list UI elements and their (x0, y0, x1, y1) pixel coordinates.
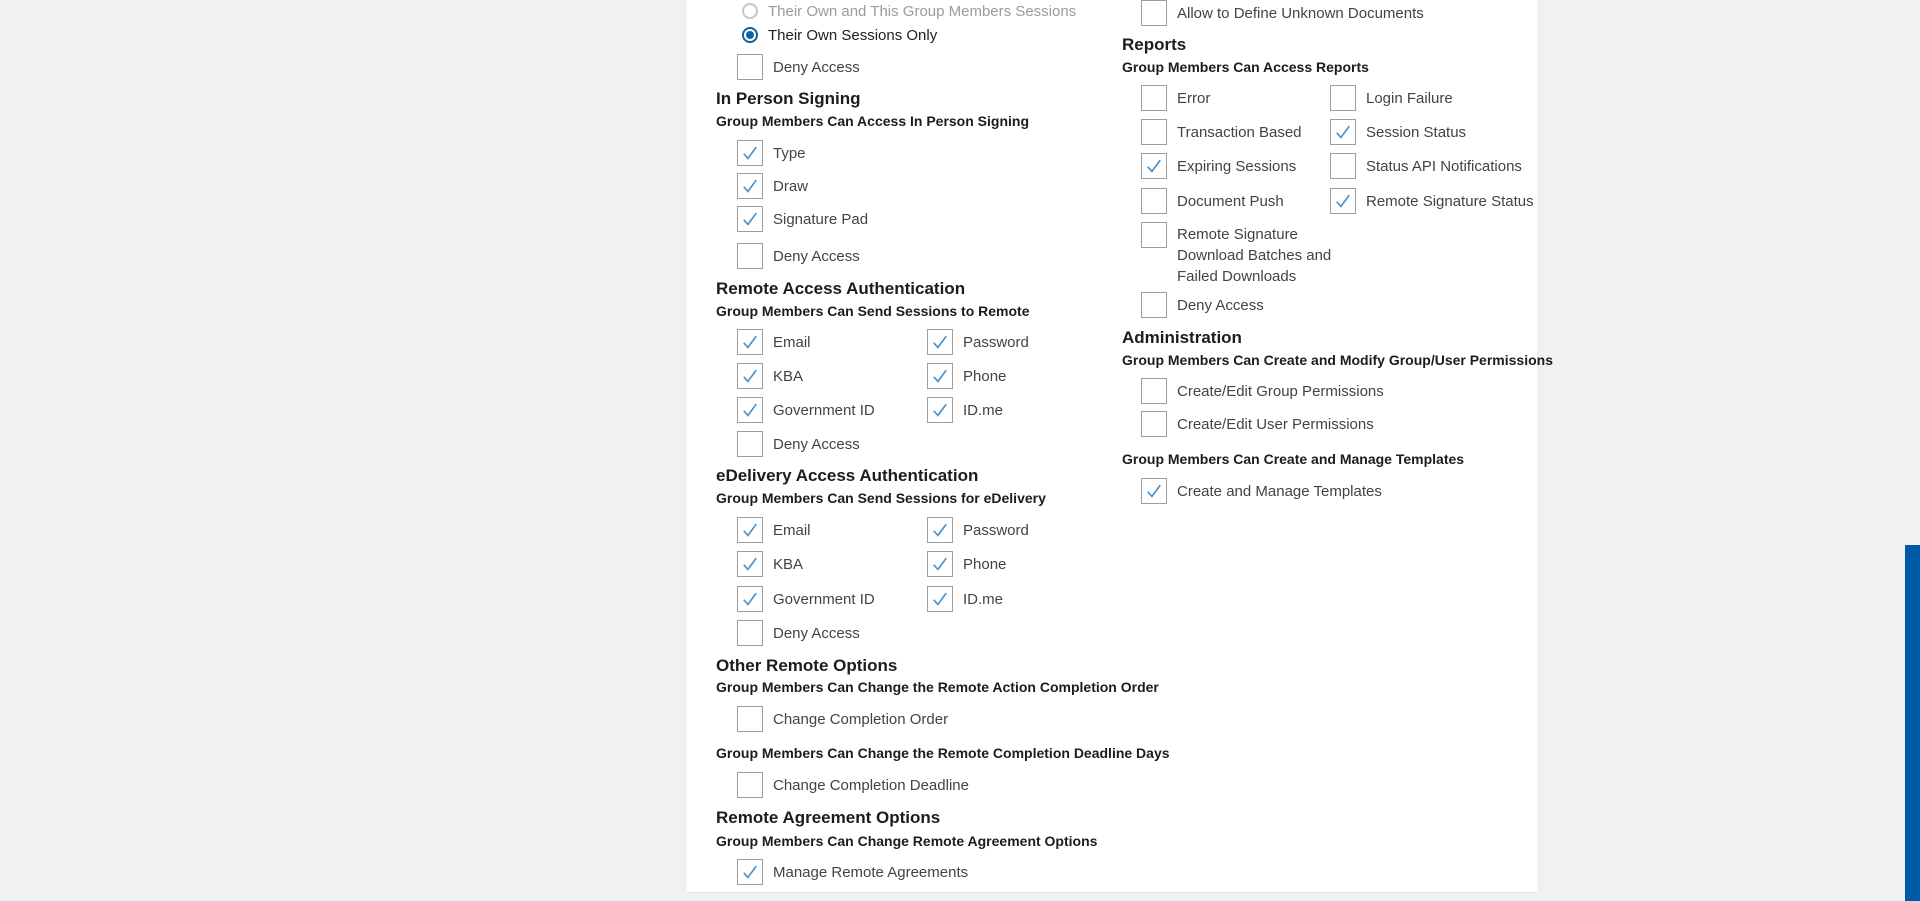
checkbox-label: Error (1177, 89, 1211, 107)
checkbox-edelivery-kba[interactable] (737, 551, 763, 577)
section-subtitle-templates: Group Members Can Create and Manage Templates (1122, 451, 1465, 467)
checkbox-label: Deny Access (773, 435, 860, 453)
section-title-remote-auth: Remote Access Authentication (716, 279, 966, 298)
checkbox-report-remote-signature-download[interactable] (1141, 222, 1167, 248)
checkbox-label: KBA (773, 367, 804, 385)
row-create-edit-group-permissions (1141, 378, 1384, 404)
checkbox-label: Expiring Sessions (1177, 157, 1297, 175)
checkbox-type[interactable] (737, 140, 763, 166)
section-subtitle-permissions: Group Members Can Create and Modify Group/User Permissions (1122, 352, 1553, 368)
checkbox-label: Draw (773, 177, 809, 195)
row-reports-deny (1141, 292, 1264, 318)
checkbox-report-session-status[interactable] (1330, 119, 1356, 145)
checkbox-report-status-api-notifications[interactable] (1330, 153, 1356, 179)
checkbox-label: Password (963, 333, 1029, 351)
permissions-panel (687, 0, 1553, 893)
checkbox-edelivery-phone[interactable] (927, 551, 953, 577)
checkbox-edelivery-government-id[interactable] (737, 586, 763, 612)
row-draw (737, 173, 808, 199)
checkbox-remote-password[interactable] (927, 329, 953, 355)
checkbox-remote-government-id[interactable] (737, 397, 763, 423)
row-edelivery-phone (927, 551, 1006, 577)
checkbox-reports-deny-access[interactable] (1141, 292, 1167, 318)
row-edelivery-government-id (737, 586, 875, 612)
section-subtitle-completion-deadline: Group Members Can Change the Remote Completion Deadline Days (716, 745, 1170, 761)
row-report-status-api (1330, 153, 1522, 179)
checkbox-label: Password (963, 521, 1029, 539)
section-subtitle-edelivery-auth: Group Members Can Send Sessions for eDelivery (716, 490, 1046, 506)
row-edelivery-password (927, 517, 1029, 543)
checkbox-label: Remote Signature Download Batches and Failed Downloads (1177, 226, 1332, 285)
checkbox-label: Manage Remote Agreements (773, 863, 969, 881)
section-title-reports: Reports (1122, 35, 1187, 54)
row-remote-kba (737, 363, 803, 389)
checkbox-label: Government ID (773, 590, 875, 608)
radio-label: Their Own and This Group Members Sessions (768, 2, 1077, 20)
checkbox-manage-remote-agreements[interactable] (737, 859, 763, 885)
row-remote-email (737, 329, 811, 355)
row-remote-idme (927, 397, 1003, 423)
checkbox-label: Change Completion Order (773, 710, 949, 728)
section-title-edelivery-auth: eDelivery Access Authentication (716, 466, 979, 485)
row-change-completion-order (737, 706, 948, 732)
checkbox-label: Email (773, 333, 811, 351)
row-signature-pad (737, 206, 868, 232)
checkbox-create-edit-group-permissions[interactable] (1141, 378, 1167, 404)
row-report-error (1141, 85, 1210, 111)
checkbox-label: Deny Access (773, 58, 860, 76)
checkbox-signature-pad[interactable] (737, 206, 763, 232)
row-remote-government-id (737, 397, 875, 423)
checkbox-label: Signature Pad (773, 210, 869, 228)
checkbox-report-document-push[interactable] (1141, 188, 1167, 214)
row-edelivery-idme (927, 586, 1003, 612)
section-title-remote-agreement: Remote Agreement Options (716, 808, 941, 827)
checkbox-allow-unknown-documents[interactable] (1141, 0, 1167, 26)
checkbox-label: Type (773, 144, 806, 162)
checkbox-label: Status API Notifications (1366, 157, 1522, 175)
checkbox-edelivery-idme[interactable] (927, 586, 953, 612)
checkbox-remote-phone[interactable] (927, 363, 953, 389)
checkbox-label: Session Status (1366, 123, 1467, 141)
checkbox-remote-kba[interactable] (737, 363, 763, 389)
checkbox-report-transaction-based[interactable] (1141, 119, 1167, 145)
checkbox-report-expiring-sessions[interactable] (1141, 153, 1167, 179)
checkbox-label: Phone (963, 555, 1007, 573)
checkbox-report-error[interactable] (1141, 85, 1167, 111)
row-report-expiring-sessions (1141, 153, 1296, 179)
row-manage-remote-agreements (737, 859, 968, 885)
checkbox-label: ID.me (963, 401, 1004, 419)
section-subtitle-remote-agreement: Group Members Can Change Remote Agreement Options (716, 833, 1098, 849)
radio-row-group-sessions (742, 2, 1076, 20)
radio-their-own-sessions-only[interactable] (742, 27, 758, 43)
row-allow-unknown-documents (1141, 0, 1424, 26)
section-subtitle-in-person-signing: Group Members Can Access In Person Signing (716, 113, 1029, 129)
checkbox-label: Create/Edit User Permissions (1177, 415, 1374, 433)
checkbox-report-remote-signature-status[interactable] (1330, 188, 1356, 214)
section-title-administration: Administration (1122, 328, 1242, 347)
checkbox-label: Phone (963, 367, 1007, 385)
checkbox-edelivery-email[interactable] (737, 517, 763, 543)
checkbox-create-and-manage-templates[interactable] (1141, 478, 1167, 504)
checkbox-label: Remote Signature Status (1366, 192, 1534, 210)
row-remote-password (927, 329, 1029, 355)
checkbox-label: Allow to Define Unknown Documents (1177, 4, 1424, 22)
checkbox-label: Deny Access (773, 624, 860, 642)
row-remote-deny (737, 431, 860, 457)
checkbox-session-deny-access[interactable] (737, 54, 763, 80)
radio-row-own-sessions (742, 26, 937, 44)
radio-label: Their Own Sessions Only (768, 26, 938, 44)
row-edelivery-deny (737, 620, 860, 646)
row-report-remote-signature-download (1141, 222, 1337, 287)
checkbox-label: Email (773, 521, 811, 539)
row-edelivery-email (737, 517, 811, 543)
row-create-and-manage-templates (1141, 478, 1382, 504)
radio-their-own-and-group-sessions[interactable] (742, 3, 758, 19)
section-subtitle-remote-auth: Group Members Can Send Sessions to Remote (716, 303, 1030, 319)
row-in-person-deny (737, 243, 860, 269)
section-title-other-remote: Other Remote Options (716, 656, 898, 675)
checkbox-draw[interactable] (737, 173, 763, 199)
checkbox-label: Government ID (773, 401, 875, 419)
checkbox-label: Document Push (1177, 192, 1284, 210)
row-edelivery-kba (737, 551, 803, 577)
checkbox-remote-email[interactable] (737, 329, 763, 355)
checkbox-label: Create and Manage Templates (1177, 482, 1382, 500)
row-change-completion-deadline (737, 772, 969, 798)
checkbox-edelivery-password[interactable] (927, 517, 953, 543)
row-report-session-status (1330, 119, 1466, 145)
checkbox-label: KBA (773, 555, 804, 573)
checkbox-create-edit-user-permissions[interactable] (1141, 411, 1167, 437)
section-title-in-person-signing: In Person Signing (716, 89, 861, 108)
row-report-document-push (1141, 188, 1284, 214)
row-session-deny (737, 54, 860, 80)
row-type (737, 140, 806, 166)
section-subtitle-completion-order: Group Members Can Change the Remote Action Completion Order (716, 679, 1159, 695)
checkbox-remote-idme[interactable] (927, 397, 953, 423)
row-report-remote-signature-status (1330, 188, 1534, 214)
checkbox-in-person-deny-access[interactable] (737, 243, 763, 269)
checkbox-change-completion-order[interactable] (737, 706, 763, 732)
right-column (1122, 0, 1552, 893)
checkbox-label: Transaction Based (1177, 123, 1302, 141)
checkbox-label: Create/Edit Group Permissions (1177, 382, 1384, 400)
row-report-transaction-based (1141, 119, 1302, 145)
row-report-login-failure (1330, 85, 1453, 111)
row-remote-phone (927, 363, 1006, 389)
checkbox-label: Deny Access (1177, 296, 1264, 314)
scrollbar-thumb[interactable] (1905, 545, 1920, 901)
section-subtitle-reports: Group Members Can Access Reports (1122, 59, 1369, 75)
checkbox-label: Deny Access (773, 247, 860, 265)
checkbox-change-completion-deadline[interactable] (737, 772, 763, 798)
checkbox-report-login-failure[interactable] (1330, 85, 1356, 111)
checkbox-label: Login Failure (1366, 89, 1453, 107)
checkbox-label: Change Completion Deadline (773, 776, 969, 794)
checkbox-remote-deny-access[interactable] (737, 431, 763, 457)
checkbox-label: ID.me (963, 590, 1004, 608)
row-create-edit-user-permissions (1141, 411, 1374, 437)
checkbox-edelivery-deny-access[interactable] (737, 620, 763, 646)
